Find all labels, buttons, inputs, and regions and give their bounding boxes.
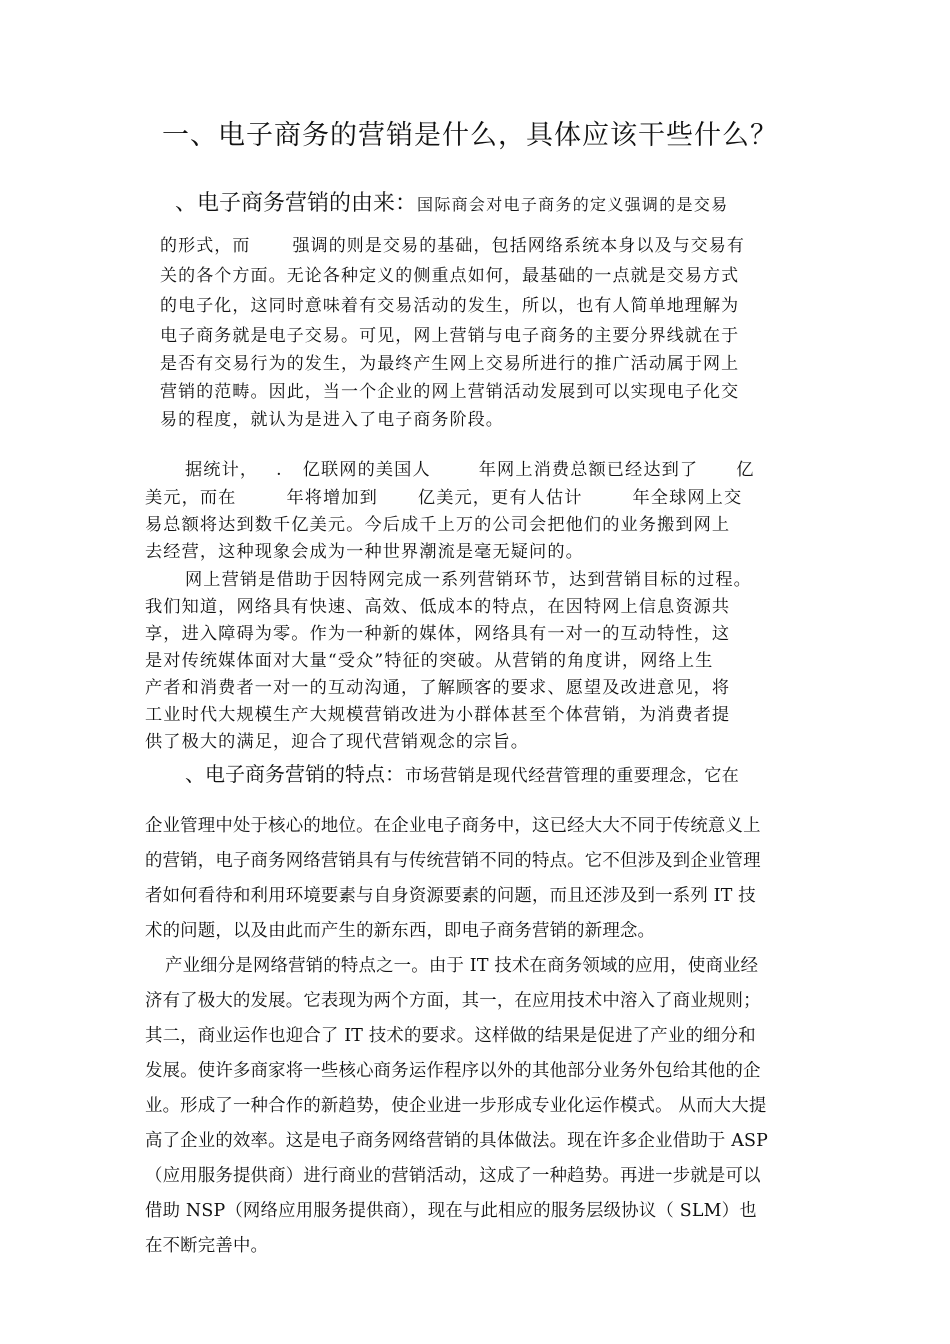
stats-line: 易总额将达到数千亿美元。今后成千上万的公司会把他们的业务搬到网上 [145,515,731,535]
stats-fragment: 年将增加到 [286,488,378,508]
section1-line-part: 的形式，而 [160,236,251,256]
stats-line: 去经营，这种现象会成为一种世界潮流是毫无疑问的。 [145,542,584,562]
section2-heading-title: 、电子商务营销的特点： [185,762,405,786]
stats-fragment: 亿联网的美国人 [302,460,431,480]
section2-line: 的营销，电子商务网络营销具有与传统营销不同的特点。它不但涉及到企业管理 [145,851,761,871]
section2-line: 产业细分是网络营销的特点之一。由于 IT 技术在商务领域的应用，使商业经 [165,956,759,976]
section1-line: 营销的范畴。因此，当一个企业的网上营销活动发展到可以实现电子化交 [160,382,740,402]
stats-fragment: 亿 [736,460,755,480]
stats-line: 享，进入障碍为零。作为一种新的媒体，网络具有一对一的互动特性，这 [145,624,731,644]
section1-line [160,231,745,256]
stats-line [145,483,742,508]
section2-line: 高了企业的效率。这是电子商务网络营销的具体做法。现在许多企业借助于 ASP [145,1131,768,1151]
section2-line: 在不断完善中。 [145,1236,269,1256]
section2-line: 发展。使许多商家将一些核心商务运作程序以外的其他部分业务外包给其他的企 [145,1061,761,1081]
section1-heading-title: 、电子商务营销的由来： [175,191,418,216]
stats-fragment: 年网上消费总额已经达到了 [478,460,699,480]
section2-line: 借助 NSP（网络应用服务提供商），现在与此相应的服务层级协议（ SLM）也 [145,1201,757,1221]
stats-fragment: 美元，而在 [145,488,237,508]
stats-line: 产者和消费者一对一的互动沟通，了解顾客的要求、愿望及改进意见，将 [145,678,731,698]
section2-heading [185,758,739,787]
section1-line: 的电子化，这同时意味着有交易活动的发生，所以，也有人简单地理解为 [160,296,740,316]
section1-line-part: 强调的则是交易的基础，包括网络系统本身以及与交易有 [292,236,745,256]
stats-line: 是对传统媒体面对大量“受众”特征的突破。从营销的角度讲，网络上生 [145,651,714,671]
stats-fragment: 亿美元，更有人估计 [417,488,583,508]
section1-line: 关的各个方面。无论各种定义的侧重点如何，最基础的一点就是交易方式 [160,266,740,286]
stats-fragment: . [276,460,283,480]
section2-line: 业。形成了一种合作的新趋势，使企业进一步形成专业化运作模式。 从而大大提 [145,1096,767,1116]
section1-heading [175,186,728,217]
section1-heading-lead: 国际商会对电子商务的定义强调的是交易 [417,195,729,214]
stats-fragment: 年全球网上交 [632,488,743,508]
section2-line: 其二，商业运作也迎合了 IT 技术的要求。这样做的结果是促进了产业的细分和 [145,1026,756,1046]
stats-line [185,455,755,480]
section1-line: 是否有交易行为的发生，为最终产生网上交易所进行的推广活动属于网上 [160,354,740,374]
stats-line: 供了极大的满足，迎合了现代营销观念的宗旨。 [145,732,530,752]
stats-line: 我们知道，网络具有快速、高效、低成本的特点，在因特网上信息资源共 [145,597,731,617]
section2-line: 企业管理中处于核心的地位。在企业电子商务中，这已经大大不同于传统意义上 [145,816,761,836]
section1-line: 易的程度，就认为是进入了电子商务阶段。 [160,410,504,430]
stats-line: 网上营销是借助于因特网完成一系列营销环节，达到营销目标的过程。 [185,570,752,590]
stats-fragment: 据统计， [185,460,259,480]
section2-heading-lead: 市场营销是现代经营管理的重要理念，它在 [405,766,740,786]
document-title: 一、电子商务的营销是什么，具体应该干些什么？ [162,120,778,151]
section2-line: （应用服务提供商）进行商业的营销活动，这成了一种趋势。再进一步就是可以 [145,1166,761,1186]
stats-line: 工业时代大规模生产大规模营销改进为小群体甚至个体营销，为消费者提 [145,705,731,725]
section2-line: 济有了极大的发展。它表现为两个方面，其一，在应用技术中溶入了商业规则； [145,991,761,1011]
section2-line: 者如何看待和利用环境要素与自身资源要素的问题，而且还涉及到一系列 IT 技 [145,886,756,906]
section2-line: 术的问题，以及由此而产生的新东西，即电子商务营销的新理念。 [145,921,656,941]
section1-line: 电子商务就是电子交易。可见，网上营销与电子商务的主要分界线就在于 [160,326,740,346]
